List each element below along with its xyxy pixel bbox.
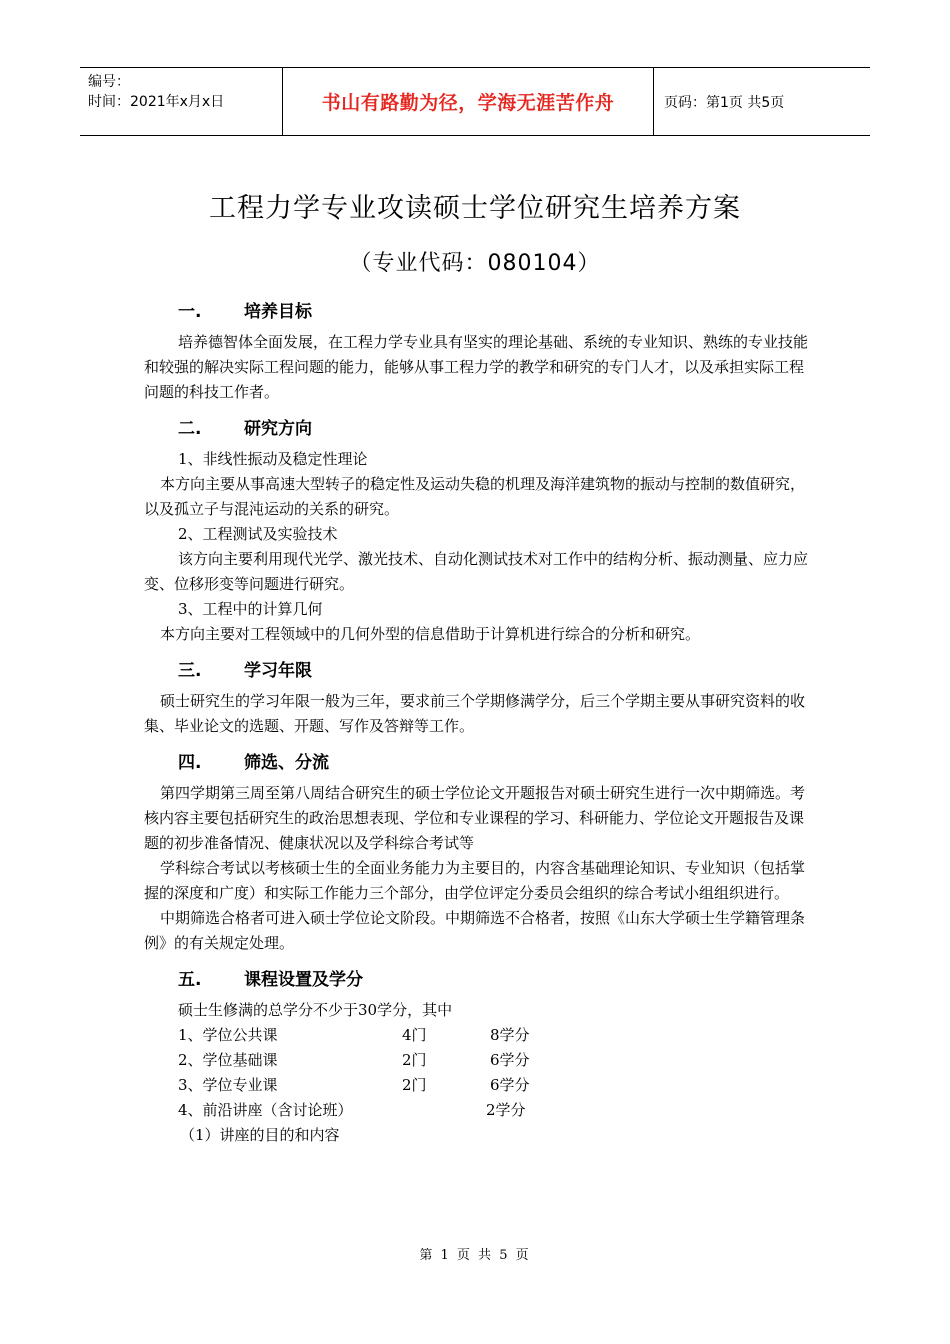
course-credits: 6学分: [490, 1051, 530, 1069]
course-row: [144, 1098, 809, 1123]
time-label: 时间：2021年x月x日: [88, 94, 225, 110]
course-count: 2门: [402, 1051, 427, 1069]
document-title: 工程力学专业攻读硕士学位研究生培养方案: [209, 193, 741, 224]
section-heading: [178, 294, 809, 330]
course-name: 2、学位基础课: [178, 1051, 278, 1069]
course-row: [144, 1048, 809, 1073]
course-row: [144, 1073, 809, 1098]
paragraph: 中期筛选合格者可进入硕士学位论文阶段。中期筛选不合格者，按照《山东大学硕士生学籍管理条例》的有关规定处理。: [144, 909, 806, 952]
course-credits: 8学分: [490, 1026, 530, 1044]
section-number: 四.: [178, 753, 202, 773]
paragraph: 硕士研究生的学习年限一般为三年，要求前三个学期修满学分，后三个学期主要从事研究资料的收集、毕业论文的选题、开题、写作及答辩等工作。: [144, 692, 806, 735]
section-heading: [178, 745, 809, 781]
paragraph: 该方向主要利用现代光学、激光技术、自动化测试技术对工作中的结构分析、振动测量、应力应变、位移形变等问题进行研究。: [144, 550, 809, 593]
course-credits: 6学分: [490, 1076, 530, 1094]
course-credits: 2学分: [486, 1101, 526, 1119]
section-number: 五.: [178, 970, 202, 990]
section-title: 筛选、分流: [244, 753, 329, 773]
course-count: 2门: [402, 1076, 427, 1094]
document-subtitle: （专业代码：080104）: [349, 251, 601, 276]
course-count: 4门: [402, 1026, 427, 1044]
section-heading: [178, 653, 809, 689]
section-title: 学习年限: [244, 661, 312, 681]
section-heading: [178, 962, 809, 998]
direction-title: 3、工程中的计算几何: [178, 600, 323, 618]
direction-title: 2、工程测试及实验技术: [178, 525, 338, 543]
section-title: 培养目标: [244, 302, 312, 322]
sub-item: （1）讲座的目的和内容: [180, 1126, 340, 1144]
header-page-info: 页码：第1页 共5页: [664, 94, 785, 111]
paragraph: 本方向主要从事高速大型转子的稳定性及运动失稳的机理及海洋建筑物的振动与控制的数值研究，以及孤立子与混沌运动的关系的研究。: [144, 475, 806, 518]
section-title: 课程设置及学分: [244, 970, 363, 990]
document-body: [144, 294, 809, 1148]
section-number: 二.: [178, 419, 202, 439]
header-motto: 书山有路勤为径，学海无涯苦作舟: [282, 68, 654, 135]
section-number: 一.: [178, 302, 202, 322]
paragraph: 学科综合考试以考核硕士生的全面业务能力为主要目的，内容含基础理论知识、专业知识（包括掌握的深度和广度）和实际工作能力三个部分，由学位评定分委员会组织的综合考试小组组织进行。: [144, 859, 806, 902]
section-heading: [178, 411, 809, 447]
course-name: 1、学位公共课: [178, 1026, 278, 1044]
header-meta: [80, 68, 282, 135]
paragraph: 第四学期第三周至第八周结合研究生的硕士学位论文开题报告对硕士研究生进行一次中期筛选。考核内容主要包括研究生的政治思想表现、学位和专业课程的学习、科研能力、学位论文开题报告及课题的初步准备情况、健康状况以及学科综合考试等: [144, 784, 806, 852]
page-footer: 第 1 页 共 5 页: [419, 1248, 531, 1263]
section-number: 三.: [178, 661, 202, 681]
course-row: [144, 1023, 809, 1048]
direction-title: 1、非线性振动及稳定性理论: [178, 450, 368, 468]
header-table: [80, 67, 870, 136]
course-name: 3、学位专业课: [178, 1076, 278, 1094]
paragraph: 培养德智体全面发展，在工程力学专业具有坚实的理论基础、系统的专业知识、熟练的专业技能和较强的解决实际工程问题的能力，能够从事工程力学的教学和研究的专门人才，以及承担实际工程问题的科技工作者。: [144, 333, 809, 401]
number-label: 编号：: [88, 74, 130, 90]
credits-intro: 硕士生修满的总学分不少于30学分，其中: [178, 1001, 453, 1019]
section-title: 研究方向: [244, 419, 312, 439]
paragraph: 本方向主要对工程领域中的几何外型的信息借助于计算机进行综合的分析和研究。: [160, 625, 701, 643]
course-name: 4、前沿讲座（含讨论班）: [178, 1101, 353, 1119]
